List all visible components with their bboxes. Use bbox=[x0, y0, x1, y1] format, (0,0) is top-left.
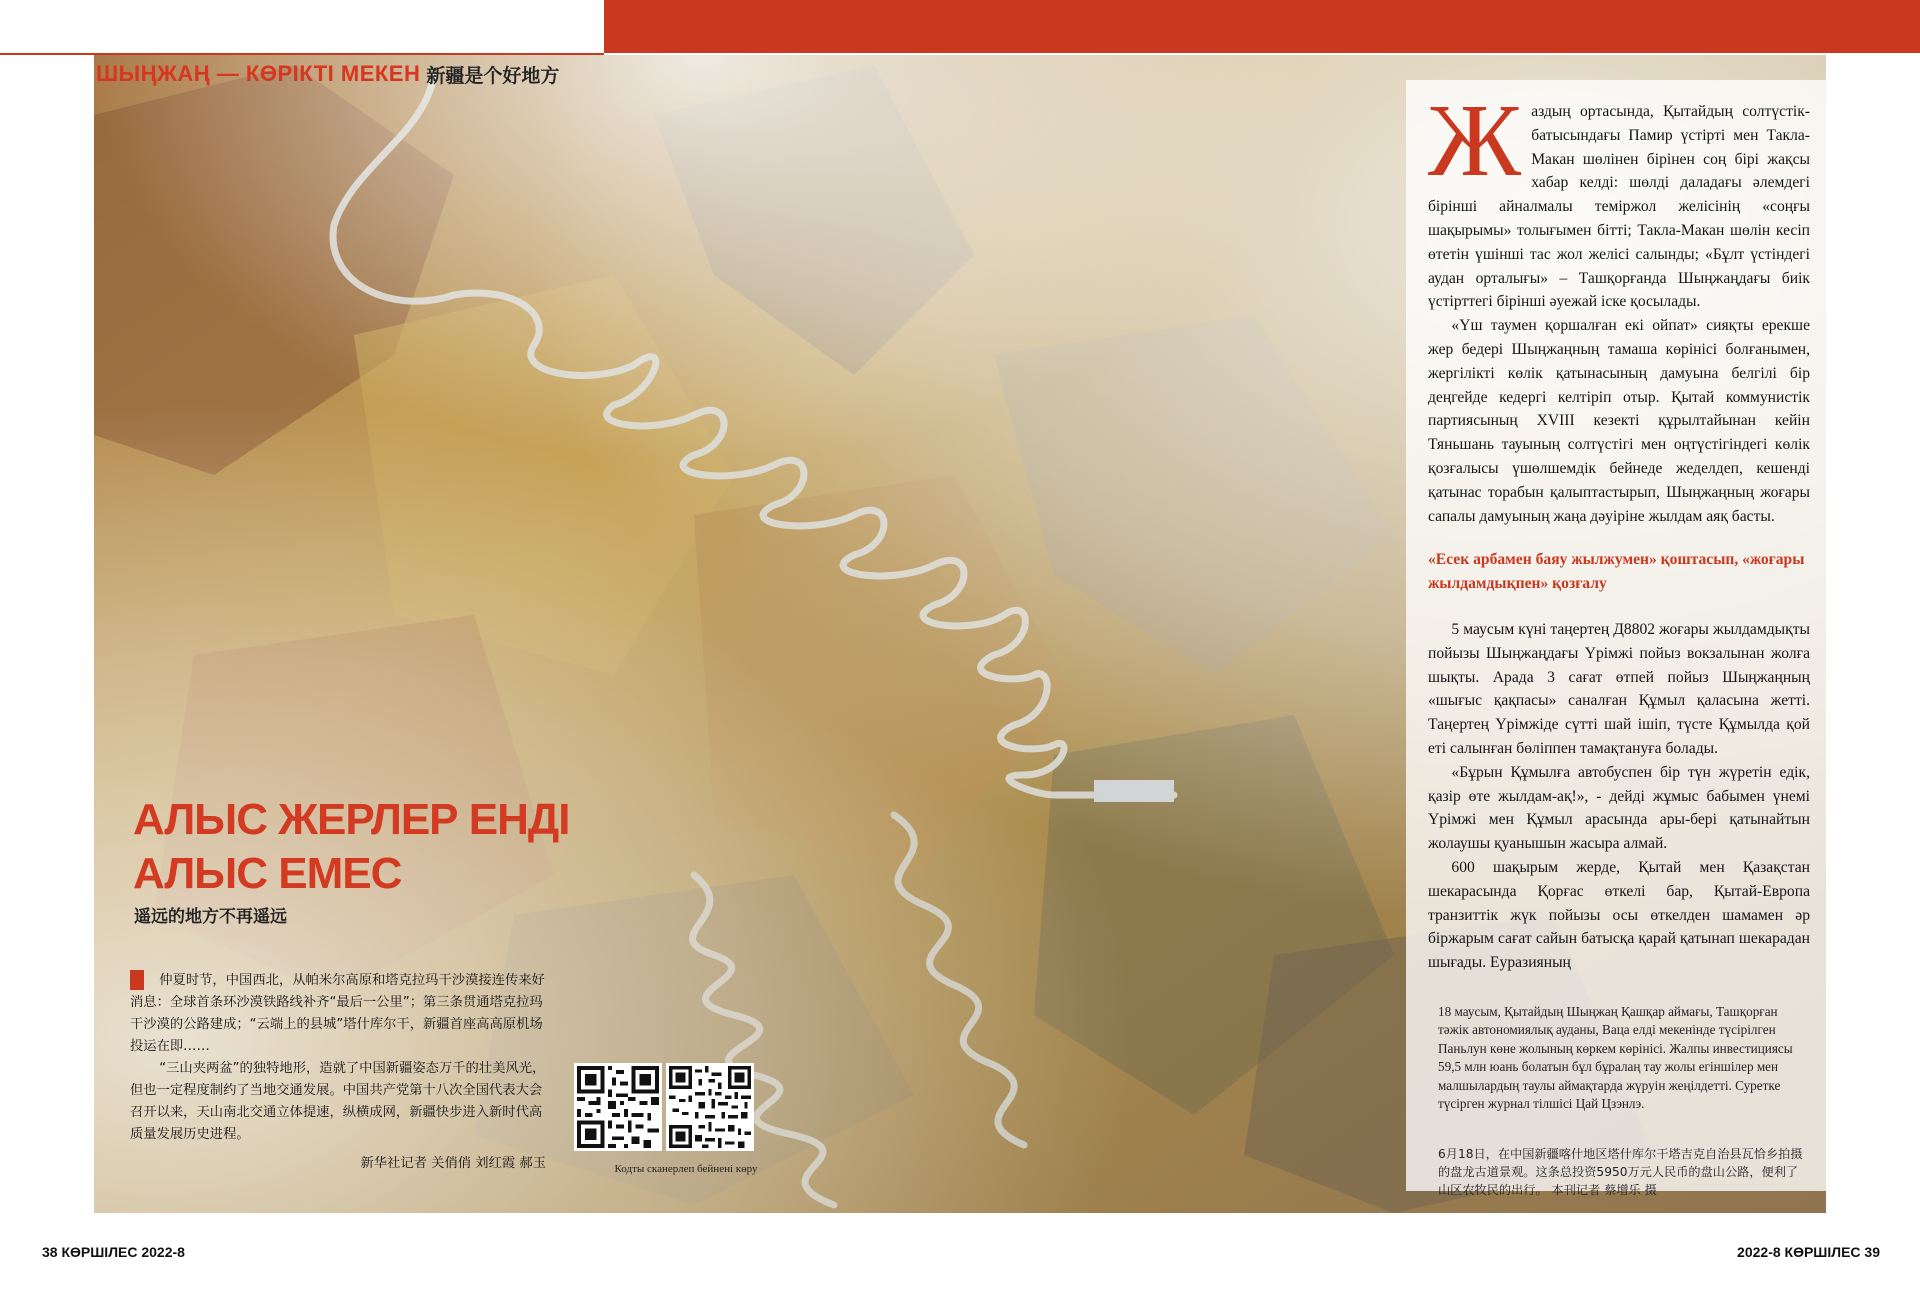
top-accent-bar bbox=[604, 0, 1920, 53]
cn-paragraph-2: “三山夹两盆”的独特地形，造就了中国新疆姿态万千的壮美风光，但也一定程度制约了当地交通发展。中国共产党第十八次全国代表大会召开以来，天山南北交通立体提速，纵横成网，新疆快步进入新时代高质量发展历史进程。 bbox=[130, 1061, 546, 1142]
kz-paragraph-3: 5 маусым күні таңертең Д8802 жоғары жылдамдықты пойызы Шыңжаңдағы Үрімжі пойыз вокзалынан жолға шықты. Арада 3 сағат өтпей пойыз Шыңжаңның «шығыс қақпасы» саналған Құмыл қаласына жетті. Таңертең Үрімжіде сүтті шай ішіп, түсте Құмылда қой еті салынған бөліппен тамақтануға болады. bbox=[1428, 620, 1810, 757]
headline-subtitle-cn: 遥远的地方不再遥远 bbox=[134, 907, 287, 926]
section-title-cn: 新疆是个好地方 bbox=[426, 65, 560, 87]
headline-line-2: АЛЫС ЕМЕС bbox=[133, 849, 402, 898]
drop-cap: Ж bbox=[1428, 83, 1522, 198]
page-folio-right: 2022-8 КӨРШІЛЕС 39 bbox=[1737, 1244, 1880, 1260]
kz-paragraph-1 bbox=[1428, 83, 1810, 314]
qr-caption: Кодты сканерлеп бейнені көру bbox=[614, 1163, 758, 1175]
section-title bbox=[96, 60, 559, 88]
section-title-kz: ШЫҢЖАҢ — КӨРІКТІ МЕКЕН bbox=[96, 61, 421, 86]
kz-paragraph-4: «Бұрын Құмылға автобуспен бір түн жүретін едік, қазір өте жылдам-ақ!», - дейді жұмыс бабымен үнемі Үрімжі мен Құмыл арасында ары-бері қатынайтын жолаушы қуанышын жасыра алмай. bbox=[1428, 763, 1810, 853]
chinese-article-body bbox=[130, 970, 546, 1146]
headline-line-1: АЛЫС ЖЕРЛЕР ЕНДІ bbox=[133, 795, 570, 844]
kazakh-article-body bbox=[1428, 83, 1810, 975]
kz-paragraph-5: 600 шақырым жерде, Қытай мен Қазақстан шекарасында Қорғас өткелі бар, Қытай-Европа транзиттік жүк пойызы осы өткелден шамамен әр біржарым сағат сайын батысқа қарай қатынап шекарадан шығады. Еуразияның bbox=[1428, 858, 1810, 972]
cn-byline: 新华社记者 关俏俏 刘红霞 郝玉 bbox=[360, 1156, 546, 1171]
cn-paragraph-1: 仲夏时节，中国西北，从帕米尔高原和塔克拉玛干沙漠接连传来好消息：全球首条环沙漠铁路线补齐“最后一公里”；第三条贯通塔克拉玛干沙漠的公路建成；“云端上的县城”塔什库尔干，新疆首座高高原机场投运在即…… bbox=[130, 973, 545, 1054]
kz-paragraph-1-text: аздың ортасында, Қытайдың солтүстік-батысындағы Памир үстірті мен Такла-Макан шөлінен бірінен соң бірі жақсы хабар келді: шөлді даладағы әлемдегі бірінші айналмалы теміржол желісінің «соңғы шақырымы» толығымен бітті; Такла-Макан шөлін кесіп өтетін үшінші тас жол желісі салынды; «Бұлт үстіндегі аудан орталығы» – Ташқорғанда Шыңжаңдағы биік үстірттегі бірінші әуежай іске қосылады. bbox=[1428, 103, 1810, 311]
headline bbox=[133, 793, 570, 901]
qr-code-left[interactable] bbox=[574, 1063, 662, 1151]
kz-subheading: «Есек арбамен баяу жылжумен» қоштасып, «жоғары жылдамдықпен» қозғалу bbox=[1428, 551, 1805, 593]
photo-caption-cn: 6月18日，在中国新疆喀什地区塔什库尔干塔吉克自治县瓦恰乡拍摄的盘龙古道景观。这条总投资5950万元人民币的盘山公路，便利了山区农牧民的出行。 本刊记者 蔡增乐 摄 bbox=[1438, 1147, 1803, 1197]
photo-caption-kz: 18 маусым, Қытайдың Шыңжаң Қашқар аймағы, Ташқорған тәжік автономиялық ауданы, Ваца елді мекенінде түсірілген Паньлун көне жолының көркем көрінісі. Жалпы инвестициясы 59,5 млн юань болатын бұл бұралаң тау жолы егіншілер мен малшылардың таулы аймақтарда жүруін жеңілдетті. Суретке түсірген журнал тілшісі Цай Цзэнлэ. bbox=[1438, 1004, 1793, 1112]
page-folio-left: 38 КӨРШІЛЕС 2022-8 bbox=[42, 1244, 185, 1260]
qr-code-right[interactable] bbox=[666, 1063, 754, 1151]
kz-paragraph-2: «Үш таумен қоршалған екі ойпат» сияқты ерекше жер бедері Шыңжаңның тамаша көрінісі болғанымен, жергілікті көлік қатынасының дамуына белгілі бір деңгейде кедергі келтіріп отыр. Қытай коммунистік партиясының XVIII кезекті құрылтайынан кейін Тяньшань тауының солтүстігі мен оңтүстігіндегі көлік қозғалысы үшөлшемдік бейнеде жеделдеп, кешенді қатынас торабын қалыптастырып, Шыңжаңның жоғары сапалы дамуының жаңа дәуіріне жылдам аяқ басты. bbox=[1428, 317, 1810, 525]
